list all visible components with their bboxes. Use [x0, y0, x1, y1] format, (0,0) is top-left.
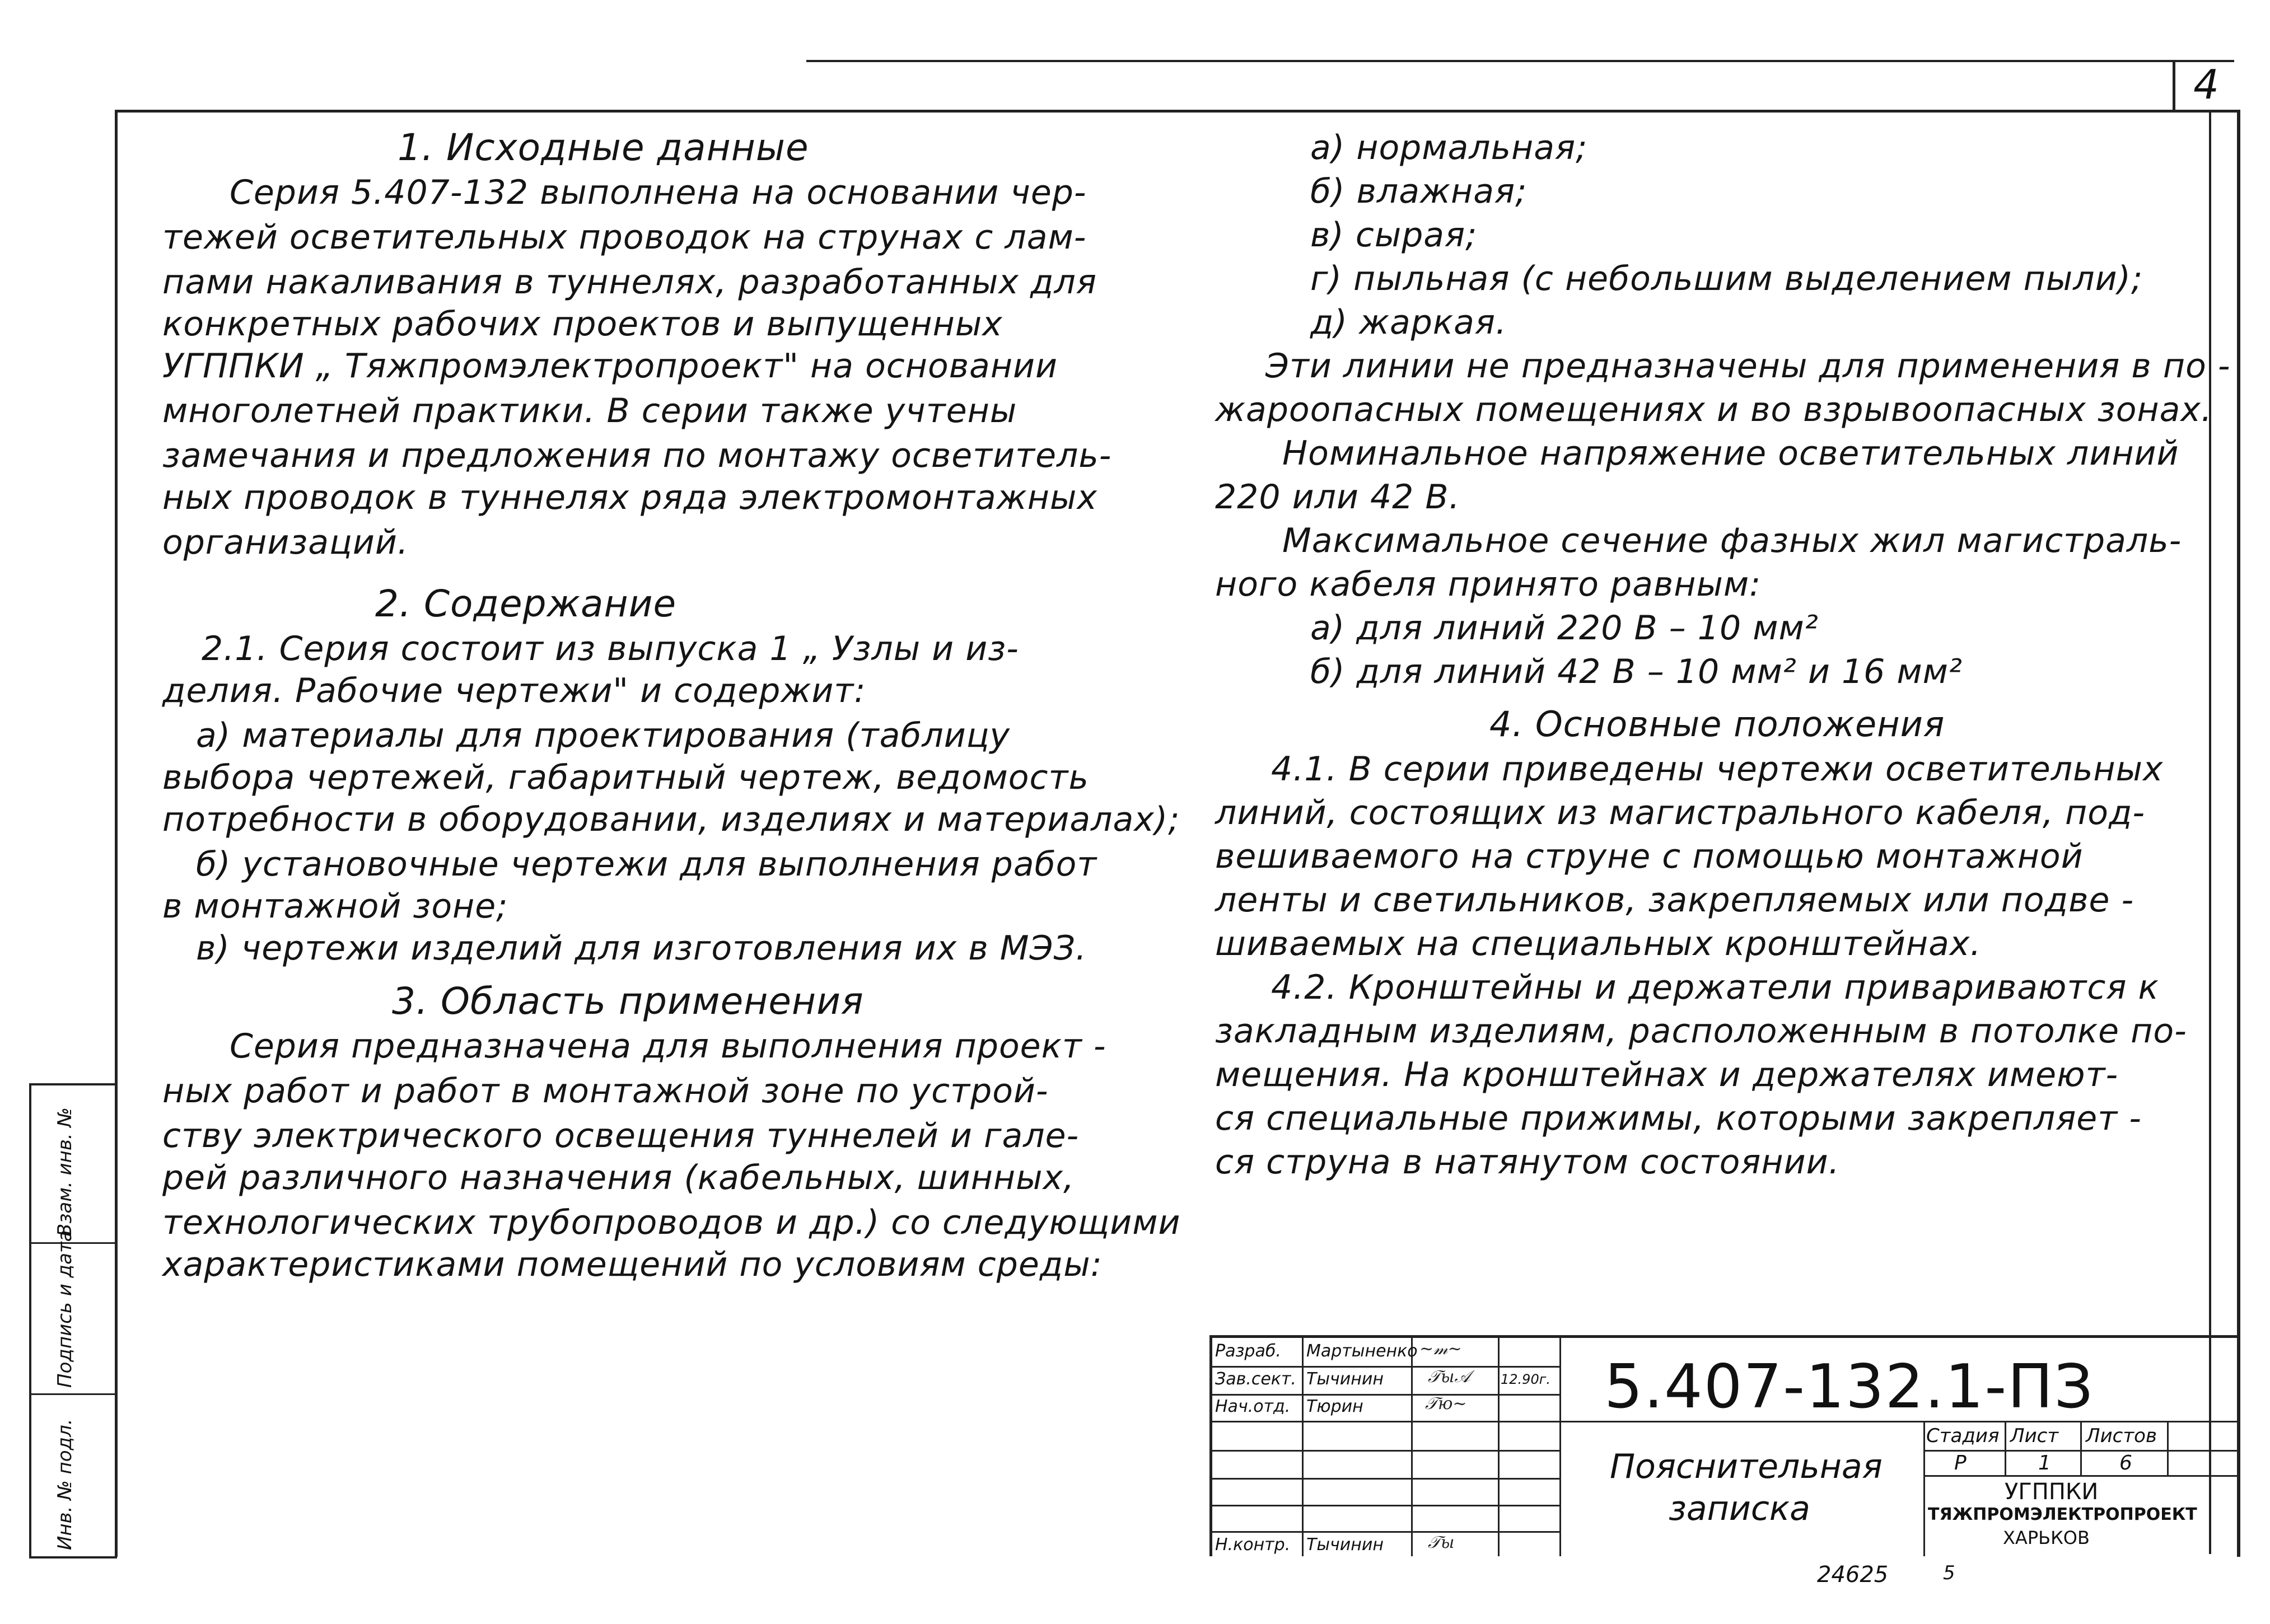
stage-header: Стадия [1926, 1425, 2000, 1447]
date-zav: 12.90г. [1501, 1372, 1550, 1387]
s4-line: шиваемых на специальных кронштейнах. [1215, 924, 1982, 963]
role-nach: Нач.отд. [1215, 1397, 1291, 1416]
role-zav: Зав.сект. [1215, 1369, 1296, 1389]
section-1-heading: 1. Исходные данные [398, 126, 809, 169]
s1-line: УГППКИ „ Тяжпромэлектропроект" на основании [162, 347, 1058, 386]
sheet-value: 1 [2038, 1452, 2051, 1475]
env-line: б) влажная; [1310, 172, 1528, 211]
s1-line: многолетней практики. В серии также учтены [162, 391, 1017, 430]
env-line: а) для линий 220 В – 10 мм² [1310, 609, 1819, 648]
s1-line: конкретных рабочих проектов и выпущенных [162, 305, 1003, 344]
s4-line: ся специальные прижимы, которыми закрепляет - [1215, 1099, 2142, 1138]
env-line: ного кабеля принято равным: [1215, 565, 1762, 604]
side-label-signature: Подпись и дата [54, 1230, 76, 1388]
name-razrab: Мартыненко [1306, 1341, 1418, 1361]
s1-line: замечания и предложения по монтажу осветитель- [162, 436, 1112, 475]
s3-line: характеристиками помещений по условиям среды: [162, 1245, 1103, 1284]
archive-mark: 5 [1943, 1562, 1955, 1584]
s4-line: ся струна в натянутом состоянии. [1215, 1143, 1840, 1182]
s3-line: ству электрического освещения туннелей и гале- [162, 1116, 1080, 1155]
role-nkontr: Н.контр. [1215, 1535, 1291, 1555]
s3-line: технологических трубопроводов и др.) со следующими [162, 1203, 1181, 1242]
env-line: Номинальное напряжение осветительных линий [1282, 434, 2179, 473]
frame-top-line [806, 60, 2234, 62]
s2-line: 2.1. Серия состоит из выпуска 1 „ Узлы и из- [202, 629, 1019, 668]
archive-number: 24625 [1817, 1562, 1889, 1588]
section-4-heading: 4. Основные положения [1489, 704, 1945, 745]
env-line: жароопасных помещениях и во взрывоопасных зонах. [1215, 390, 2212, 429]
stage-value: Р [1954, 1452, 1967, 1475]
s2-line: в монтажной зоне; [162, 887, 508, 926]
env-line: 220 или 42 В. [1215, 478, 1460, 517]
role-razrab: Разраб. [1215, 1341, 1281, 1361]
document-code: 5.407-132.1-ПЗ [1604, 1352, 2094, 1422]
side-label-inv: Инв. № подл. [54, 1419, 76, 1550]
s1-line: пами накаливания в туннелях, разработанных для [162, 263, 1097, 302]
name-nkontr: Тычинин [1306, 1535, 1384, 1555]
s4-line: закладным изделиям, расположенным в потолке по- [1215, 1012, 2187, 1051]
env-line: а) нормальная; [1310, 128, 1588, 167]
s1-line: организаций. [162, 523, 409, 562]
env-line: д) жаркая. [1310, 303, 1507, 342]
s4-line: мещения. На кронштейнах и держателях имеют- [1215, 1055, 2119, 1094]
s4-line: вешиваемого на струне с помощью монтажной [1215, 837, 2084, 876]
s2-line: выбора чертежей, габаритный чертеж, ведомость [162, 758, 1089, 797]
side-stamp [29, 1083, 117, 1559]
s3-line: Серия предназначена для выполнения проект - [230, 1027, 1106, 1066]
s4-line: линий, состоящих из магистрального кабеля, под- [1215, 793, 2146, 832]
section-2-heading: 2. Содержание [375, 582, 677, 625]
org-line2: ТЯЖПРОМЭЛЕКТРОПРОЕКТ [1928, 1505, 2197, 1524]
doc-title-line1: Пояснительная [1610, 1447, 1883, 1486]
env-line: г) пыльная (с небольшим выделением пыли); [1310, 259, 2143, 298]
s4-line: 4.1. В серии приведены чертежи осветительных [1271, 750, 2164, 789]
section-3-heading: 3. Область применения [392, 980, 864, 1023]
env-line: Максимальное сечение фазных жил магистраль- [1282, 521, 2182, 560]
side-label-replace: Взам. инв. № [54, 1107, 76, 1237]
signature-mark: 𝒯ы𝒜 [1428, 1367, 1470, 1387]
s1-line: Серия 5.407-132 выполнена на основании чер- [230, 173, 1087, 212]
env-line: в) сырая; [1310, 216, 1478, 255]
env-line: Эти линии не предназначены для применения в по - [1265, 347, 2231, 386]
doc-title-line2: записка [1669, 1489, 1810, 1528]
s2-line: б) установочные чертежи для выполнения работ [196, 845, 1097, 884]
s2-line: а) материалы для проектирования (таблицу [196, 716, 1011, 755]
s2-line: в) чертежи изделий для изготовления их в МЭЗ. [196, 929, 1087, 968]
sheets-value: 6 [2119, 1452, 2132, 1475]
org-line3: ХАРЬКОВ [2003, 1527, 2090, 1548]
signature-mark: 𝒯ы [1428, 1533, 1455, 1552]
s1-line: тежей осветительных проводок на струнах с лам- [162, 218, 1087, 257]
s2-line: делия. Рабочие чертежи" и содержит: [162, 671, 866, 710]
title-block [1209, 1335, 2237, 1556]
sheet-number: 4 [2173, 60, 2237, 110]
s3-line: ных работ и работ в монтажной зоне по устрой- [162, 1071, 1049, 1111]
sheets-header: Листов [2086, 1425, 2157, 1447]
name-zav: Тычинин [1306, 1369, 1384, 1389]
s2-line: потребности в оборудовании, изделиях и материалах); [162, 800, 1180, 839]
s3-line: рей различного назначения (кабельных, шинных, [162, 1158, 1075, 1197]
signature-mark: ~𝓂~ [1419, 1339, 1462, 1359]
org-line1: УГППКИ [2005, 1479, 2099, 1505]
signature-mark: 𝒯ю~ [1425, 1394, 1467, 1414]
env-line: б) для линий 42 В – 10 мм² и 16 мм² [1310, 652, 1963, 691]
s1-line: ных проводок в туннелях ряда электромонтажных [162, 478, 1097, 517]
s4-line: ленты и светильников, закрепляемых или подве - [1215, 881, 2134, 920]
sheet-header: Лист [2010, 1425, 2059, 1447]
s4-line: 4.2. Кронштейны и держатели привариваются к [1271, 968, 2159, 1007]
name-nach: Тюрин [1306, 1397, 1363, 1416]
